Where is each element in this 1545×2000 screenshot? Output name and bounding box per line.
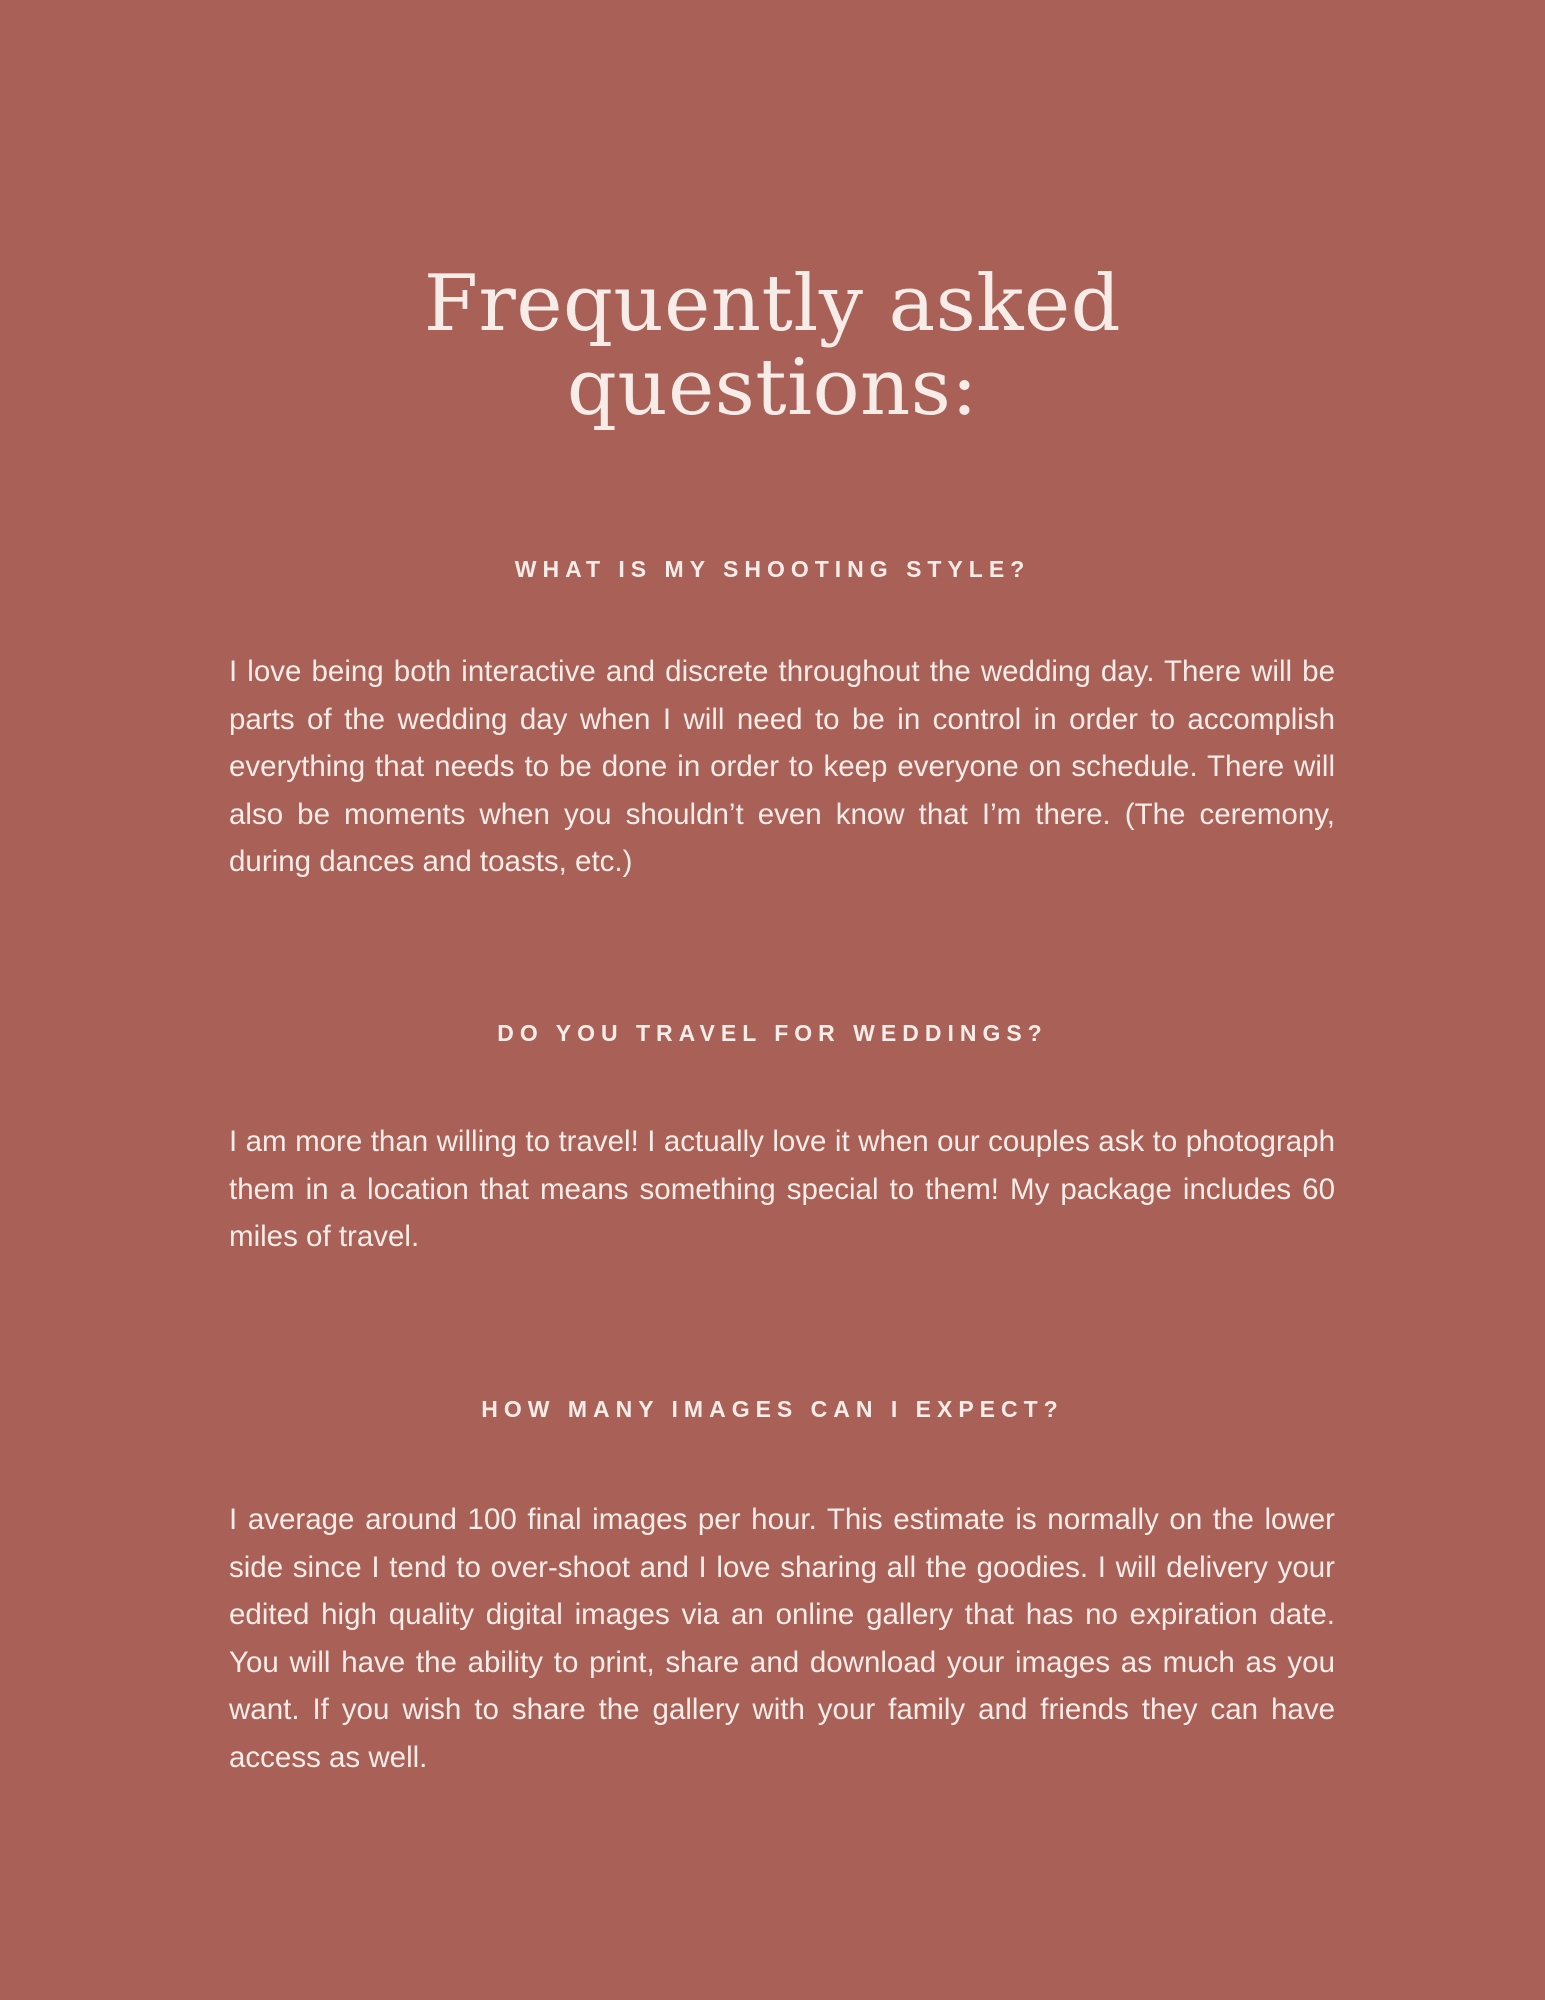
page-title-line-2: questions: [566,343,979,433]
faq-answer-travel: I am more than willing to travel! I actually love it when our couples ask to photograph them in a location that means something special to them! My package includes 60 miles of travel. [229,1125,1335,1253]
page-title [0,259,1545,433]
page-title-line-1: Frequently asked [423,259,1122,349]
faq-answer-images: I average around 100 final images per hour. This estimate is normally on the lower side since I tend to over-shoot and I love sharing all the goodies. I will delivery your edited high quality digital images via an online gallery that has no expiration date. You will have the ability to print, share and download your images as much as you want. If you wish to share the gallery with your family and friends they can have access as well. [229,1503,1335,1774]
faq-question-travel: DO YOU TRAVEL FOR WEDDINGS? [497,1020,1048,1046]
faq-question-shooting-style: WHAT IS MY SHOOTING STYLE? [514,556,1031,582]
faq-answer-shooting-style: I love being both interactive and discrete throughout the wedding day. There will be parts of the wedding day when I will need to be in control in order to accomplish everything that needs to be done in order to keep everyone on schedule. There will also be moments when you shouldn’t even know that I’m there. (The ceremony, during dances and toasts, etc.) [229,655,1335,878]
faq-question-images: HOW MANY IMAGES CAN I EXPECT? [481,1396,1064,1422]
